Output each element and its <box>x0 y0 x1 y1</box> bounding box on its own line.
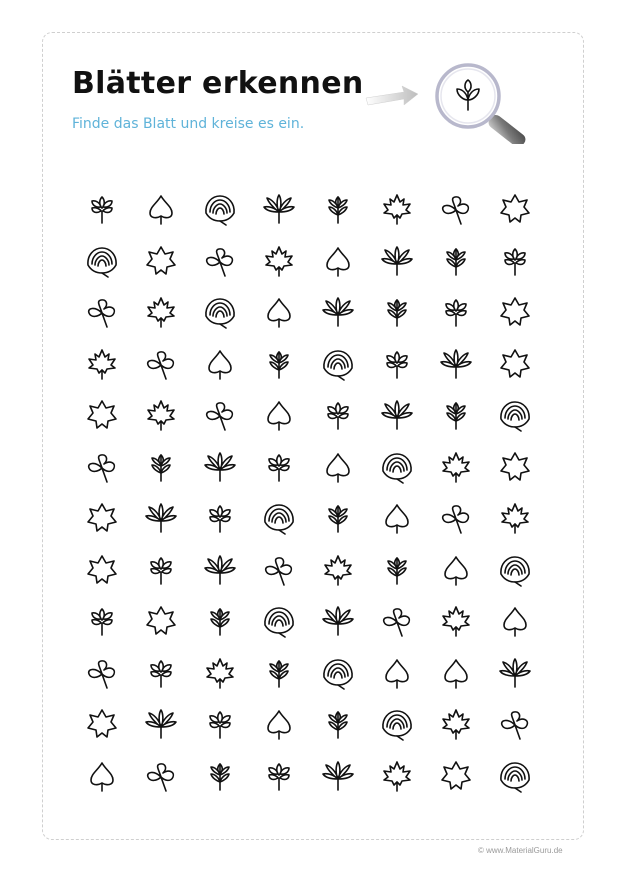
maple-leaf-icon <box>145 295 177 329</box>
heart-leaf-icon <box>263 707 295 741</box>
leaf-cell[interactable] <box>200 549 240 591</box>
leaf-cell[interactable] <box>141 755 181 797</box>
leaf-cell[interactable] <box>495 446 535 488</box>
chestnut-leaf-icon <box>263 192 295 226</box>
linden-leaf-icon <box>381 707 413 741</box>
star-leaf-icon <box>499 450 531 484</box>
chestnut-leaf-icon <box>204 553 236 587</box>
trefoil-leaf-icon <box>145 656 177 690</box>
sprig-leaf-icon <box>322 707 354 741</box>
linden-leaf-icon <box>263 604 295 638</box>
leaf-cell[interactable] <box>259 291 299 333</box>
leaf-cell[interactable] <box>436 549 476 591</box>
leaf-cell[interactable] <box>436 652 476 694</box>
heart-leaf-icon <box>322 450 354 484</box>
star-leaf-icon <box>499 347 531 381</box>
clover-leaf-icon <box>381 604 413 638</box>
chestnut-leaf-icon <box>145 501 177 535</box>
leaf-cell[interactable] <box>141 549 181 591</box>
heart-leaf-icon <box>499 604 531 638</box>
leaf-cell[interactable] <box>259 549 299 591</box>
leaf-cell[interactable] <box>259 600 299 642</box>
leaf-cell[interactable] <box>200 343 240 385</box>
leaf-cell[interactable] <box>259 446 299 488</box>
maple-leaf-icon <box>263 244 295 278</box>
leaf-cell[interactable] <box>495 240 535 282</box>
leaf-cell[interactable] <box>259 394 299 436</box>
linden-leaf-icon <box>322 656 354 690</box>
leaf-cell[interactable] <box>377 652 417 694</box>
chestnut-leaf-icon <box>322 759 354 793</box>
trefoil-leaf-icon <box>86 192 118 226</box>
leaf-cell[interactable] <box>436 446 476 488</box>
trefoil-leaf-icon <box>499 244 531 278</box>
sprig-leaf-icon <box>263 656 295 690</box>
sprig-leaf-icon <box>322 192 354 226</box>
leaf-cell[interactable] <box>82 291 122 333</box>
leaf-cell[interactable] <box>200 600 240 642</box>
chestnut-leaf-icon <box>381 398 413 432</box>
leaf-cell[interactable] <box>436 394 476 436</box>
leaf-cell[interactable] <box>377 446 417 488</box>
leaf-cell[interactable] <box>82 652 122 694</box>
leaf-cell[interactable] <box>377 291 417 333</box>
chestnut-leaf-icon <box>204 450 236 484</box>
trefoil-leaf-icon <box>381 347 413 381</box>
sprig-leaf-icon <box>381 553 413 587</box>
leaf-cell[interactable] <box>318 600 358 642</box>
star-leaf-icon <box>86 553 118 587</box>
star-leaf-icon <box>499 295 531 329</box>
star-leaf-icon <box>145 244 177 278</box>
trefoil-leaf-icon <box>440 295 472 329</box>
leaf-cell[interactable] <box>377 240 417 282</box>
leaf-cell[interactable] <box>495 755 535 797</box>
chestnut-leaf-icon <box>499 656 531 690</box>
clover-leaf-icon <box>145 759 177 793</box>
leaf-cell[interactable] <box>259 188 299 230</box>
leaf-cell[interactable] <box>436 240 476 282</box>
leaf-cell[interactable] <box>495 291 535 333</box>
leaf-cell[interactable] <box>436 291 476 333</box>
leaf-cell[interactable] <box>82 549 122 591</box>
linden-leaf-icon <box>263 501 295 535</box>
leaf-cell[interactable] <box>200 652 240 694</box>
leaf-cell[interactable] <box>436 497 476 539</box>
clover-leaf-icon <box>145 347 177 381</box>
sprig-leaf-icon <box>440 244 472 278</box>
leaf-cell[interactable] <box>495 703 535 745</box>
leaf-cell[interactable] <box>200 291 240 333</box>
leaf-cell[interactable] <box>318 188 358 230</box>
leaf-cell[interactable] <box>377 188 417 230</box>
leaf-cell[interactable] <box>259 652 299 694</box>
heart-leaf-icon <box>263 398 295 432</box>
sprig-leaf-icon <box>263 347 295 381</box>
leaf-cell[interactable] <box>259 343 299 385</box>
leaf-cell[interactable] <box>82 240 122 282</box>
leaf-cell[interactable] <box>141 291 181 333</box>
leaf-cell[interactable] <box>436 600 476 642</box>
maple-leaf-icon <box>145 398 177 432</box>
leaf-cell[interactable] <box>259 703 299 745</box>
leaf-cell[interactable] <box>259 240 299 282</box>
heart-leaf-icon <box>204 347 236 381</box>
leaf-cell[interactable] <box>436 188 476 230</box>
leaf-cell[interactable] <box>82 600 122 642</box>
leaf-cell[interactable] <box>318 549 358 591</box>
heart-leaf-icon <box>440 656 472 690</box>
instruction-text: Finde das Blatt und kreise es ein. <box>72 116 305 132</box>
maple-leaf-icon <box>381 759 413 793</box>
linden-leaf-icon <box>322 347 354 381</box>
star-leaf-icon <box>145 604 177 638</box>
chestnut-leaf-icon <box>322 604 354 638</box>
leaf-cell[interactable] <box>82 497 122 539</box>
star-leaf-icon <box>86 398 118 432</box>
maple-leaf-icon <box>440 450 472 484</box>
leaf-cell[interactable] <box>200 703 240 745</box>
leaf-grid <box>72 180 552 780</box>
leaf-cell[interactable] <box>82 755 122 797</box>
trefoil-leaf-icon <box>322 398 354 432</box>
heart-leaf-icon <box>86 759 118 793</box>
leaf-cell[interactable] <box>318 652 358 694</box>
sprig-leaf-icon <box>440 398 472 432</box>
leaf-cell[interactable] <box>377 600 417 642</box>
leaf-cell[interactable] <box>141 343 181 385</box>
leaf-cell[interactable] <box>436 703 476 745</box>
leaf-cell[interactable] <box>495 188 535 230</box>
sprig-leaf-icon <box>204 604 236 638</box>
leaf-cell[interactable] <box>82 394 122 436</box>
leaf-cell[interactable] <box>200 446 240 488</box>
leaf-cell[interactable] <box>495 343 535 385</box>
chestnut-leaf-icon <box>440 347 472 381</box>
leaf-cell[interactable] <box>495 600 535 642</box>
leaf-cell[interactable] <box>318 240 358 282</box>
star-leaf-icon <box>86 501 118 535</box>
trefoil-leaf-icon <box>263 759 295 793</box>
star-leaf-icon <box>499 192 531 226</box>
leaf-cell[interactable] <box>318 291 358 333</box>
clover-leaf-icon <box>86 295 118 329</box>
leaf-cell[interactable] <box>318 497 358 539</box>
trefoil-leaf-icon <box>145 553 177 587</box>
clover-leaf-icon <box>440 501 472 535</box>
arrow-right-icon <box>366 86 418 105</box>
sprig-leaf-icon <box>204 759 236 793</box>
clover-leaf-icon <box>204 244 236 278</box>
leaf-cell[interactable] <box>377 755 417 797</box>
clover-leaf-icon <box>86 450 118 484</box>
sprig-leaf-icon <box>381 295 413 329</box>
clover-leaf-icon <box>86 656 118 690</box>
leaf-cell[interactable] <box>200 497 240 539</box>
sprig-leaf-icon <box>322 501 354 535</box>
leaf-cell[interactable] <box>377 703 417 745</box>
leaf-cell[interactable] <box>200 394 240 436</box>
heart-leaf-icon <box>440 553 472 587</box>
chestnut-leaf-icon <box>145 707 177 741</box>
leaf-cell[interactable] <box>200 240 240 282</box>
clover-leaf-icon <box>499 707 531 741</box>
heart-leaf-icon <box>263 295 295 329</box>
star-leaf-icon <box>440 759 472 793</box>
leaf-cell[interactable] <box>318 394 358 436</box>
maple-leaf-icon <box>322 553 354 587</box>
linden-leaf-icon <box>204 192 236 226</box>
leaf-cell[interactable] <box>82 446 122 488</box>
linden-leaf-icon <box>204 295 236 329</box>
maple-leaf-icon <box>499 501 531 535</box>
linden-leaf-icon <box>381 450 413 484</box>
leaf-cell[interactable] <box>377 497 417 539</box>
clover-leaf-icon <box>440 192 472 226</box>
maple-leaf-icon <box>440 604 472 638</box>
star-leaf-icon <box>86 707 118 741</box>
leaf-cell[interactable] <box>436 343 476 385</box>
leaf-cell[interactable] <box>200 755 240 797</box>
leaf-cell[interactable] <box>141 240 181 282</box>
leaf-cell[interactable] <box>141 188 181 230</box>
leaf-cell[interactable] <box>200 188 240 230</box>
leaf-cell[interactable] <box>82 703 122 745</box>
copyright-footer: © www.MaterialGuru.de <box>478 846 563 855</box>
leaf-cell[interactable] <box>495 652 535 694</box>
linden-leaf-icon <box>86 244 118 278</box>
leaf-cell[interactable] <box>318 703 358 745</box>
trefoil-leaf-icon <box>204 501 236 535</box>
leaf-cell[interactable] <box>141 446 181 488</box>
leaf-cell[interactable] <box>377 549 417 591</box>
leaf-cell[interactable] <box>377 394 417 436</box>
leaf-cell[interactable] <box>318 755 358 797</box>
trefoil-leaf-icon <box>263 450 295 484</box>
chestnut-leaf-icon <box>381 244 413 278</box>
leaf-cell[interactable] <box>82 188 122 230</box>
leaf-cell[interactable] <box>141 652 181 694</box>
maple-leaf-icon <box>204 656 236 690</box>
clover-leaf-icon <box>204 398 236 432</box>
leaf-cell[interactable] <box>318 446 358 488</box>
linden-leaf-icon <box>499 398 531 432</box>
heart-leaf-icon <box>381 501 413 535</box>
trefoil-leaf-icon <box>86 604 118 638</box>
magnifier-icon <box>364 58 560 144</box>
sprig-leaf-icon <box>145 450 177 484</box>
leaf-cell[interactable] <box>495 497 535 539</box>
heart-leaf-icon <box>381 656 413 690</box>
heart-leaf-icon <box>322 244 354 278</box>
leaf-cell[interactable] <box>259 497 299 539</box>
leaf-cell[interactable] <box>495 394 535 436</box>
trefoil-leaf-icon <box>204 707 236 741</box>
worksheet-title: Blätter erkennen <box>72 66 364 101</box>
chestnut-leaf-icon <box>322 295 354 329</box>
leaf-cell[interactable] <box>141 497 181 539</box>
maple-leaf-icon <box>440 707 472 741</box>
heart-leaf-icon <box>145 192 177 226</box>
leaf-cell[interactable] <box>377 343 417 385</box>
leaf-cell[interactable] <box>495 549 535 591</box>
leaf-cell[interactable] <box>436 755 476 797</box>
leaf-cell[interactable] <box>141 600 181 642</box>
linden-leaf-icon <box>499 759 531 793</box>
leaf-cell[interactable] <box>318 343 358 385</box>
leaf-cell[interactable] <box>141 394 181 436</box>
leaf-cell[interactable] <box>259 755 299 797</box>
linden-leaf-icon <box>499 553 531 587</box>
leaf-cell[interactable] <box>141 703 181 745</box>
maple-leaf-icon <box>86 347 118 381</box>
clover-leaf-icon <box>263 553 295 587</box>
leaf-cell[interactable] <box>82 343 122 385</box>
maple-leaf-icon <box>381 192 413 226</box>
